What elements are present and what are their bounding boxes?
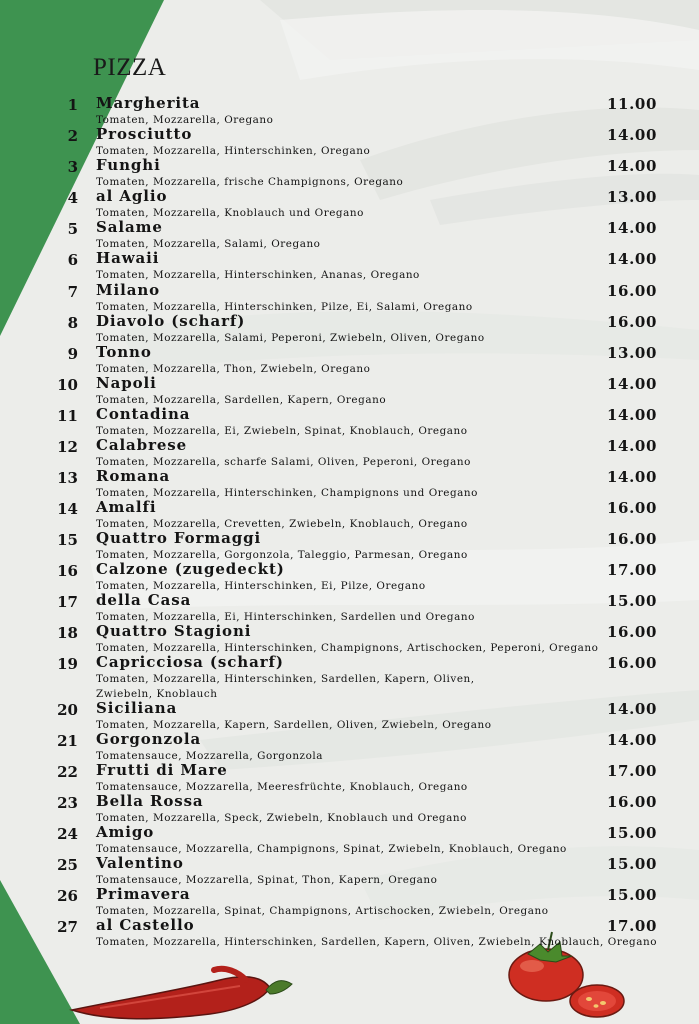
item-description: Tomaten, Mozzarella, Spinat, Champignons, Artischocken, Zwiebeln, Oregano xyxy=(96,905,549,917)
item-number: 11 xyxy=(57,407,78,425)
item-name: Tonno xyxy=(96,343,152,361)
item-number: 27 xyxy=(57,918,78,936)
item-number: 19 xyxy=(57,655,78,673)
item-number: 5 xyxy=(67,220,78,238)
item-name: Siciliana xyxy=(96,699,178,717)
menu-title: PIZZA xyxy=(93,54,167,81)
item-number: 4 xyxy=(67,189,78,207)
item-description: Tomatensauce, Mozzarella, Spinat, Thon, Kapern, Oregano xyxy=(96,874,438,886)
item-price: 16.00 xyxy=(607,313,657,331)
item-name: della Casa xyxy=(96,591,192,609)
item-number: 6 xyxy=(67,251,78,269)
item-name: Bella Rossa xyxy=(96,792,204,810)
item-description: Tomaten, Mozzarella, Speck, Zwiebeln, Knoblauch und Oregano xyxy=(96,812,467,824)
item-number: 2 xyxy=(67,127,78,145)
item-number: 16 xyxy=(57,562,78,580)
item-name: al Castello xyxy=(96,916,195,934)
item-description: Tomaten, Mozzarella, Sardellen, Kapern, Oregano xyxy=(96,394,387,406)
item-price: 15.00 xyxy=(607,855,657,873)
item-number: 23 xyxy=(57,794,78,812)
item-number: 15 xyxy=(57,531,78,549)
item-name: Amalfi xyxy=(96,498,157,516)
item-price: 11.00 xyxy=(607,95,657,113)
item-description: Tomaten, Mozzarella, Hinterschinken, Champignons, Artischocken, Peperoni, Oregano xyxy=(96,642,599,654)
item-name: Diavolo (scharf) xyxy=(96,312,246,330)
item-description: Tomaten, Mozzarella, frische Champignons, Oregano xyxy=(96,176,404,188)
item-number: 12 xyxy=(57,438,78,456)
item-price: 15.00 xyxy=(607,886,657,904)
item-price: 14.00 xyxy=(607,375,657,393)
item-name: Contadina xyxy=(96,405,191,423)
item-description: Tomaten, Mozzarella, Thon, Zwiebeln, Oregano xyxy=(96,363,371,375)
item-price: 16.00 xyxy=(607,282,657,300)
item-name: Prosciutto xyxy=(96,125,193,143)
item-number: 14 xyxy=(57,500,78,518)
item-description: Tomaten, Mozzarella, scharfe Salami, Oliven, Peperoni, Oregano xyxy=(96,456,471,468)
item-name: Napoli xyxy=(96,374,157,392)
item-number: 26 xyxy=(57,887,78,905)
item-price: 14.00 xyxy=(607,700,657,718)
item-number: 10 xyxy=(57,376,78,394)
item-number: 9 xyxy=(67,345,78,363)
item-name: Quattro Stagioni xyxy=(96,622,252,640)
item-price: 14.00 xyxy=(607,437,657,455)
item-price: 14.00 xyxy=(607,468,657,486)
item-description: Tomaten, Mozzarella, Salami, Peperoni, Zwiebeln, Oliven, Oregano xyxy=(96,332,485,344)
item-number: 3 xyxy=(67,158,78,176)
item-number: 18 xyxy=(57,624,78,642)
item-description: Tomaten, Mozzarella, Salami, Oregano xyxy=(96,238,321,250)
item-name: Frutti di Mare xyxy=(96,761,228,779)
item-description: Tomaten, Mozzarella, Kapern, Sardellen, Oliven, Zwiebeln, Oregano xyxy=(96,719,492,731)
item-price: 14.00 xyxy=(607,126,657,144)
item-price: 13.00 xyxy=(607,188,657,206)
item-number: 21 xyxy=(57,732,78,750)
item-price: 14.00 xyxy=(607,731,657,749)
item-number: 24 xyxy=(57,825,78,843)
item-description: Tomaten, Mozzarella, Hinterschinken, Champignons und Oregano xyxy=(96,487,478,499)
item-price: 16.00 xyxy=(607,793,657,811)
item-name: Primavera xyxy=(96,885,191,903)
item-number: 1 xyxy=(67,96,78,114)
item-price: 14.00 xyxy=(607,250,657,268)
item-name: Valentino xyxy=(96,854,184,872)
item-name: Gorgonzola xyxy=(96,730,202,748)
item-description: Tomaten, Mozzarella, Hinterschinken, Ananas, Oregano xyxy=(96,269,420,281)
item-price: 17.00 xyxy=(607,561,657,579)
item-number: 25 xyxy=(57,856,78,874)
item-description: Tomaten, Mozzarella, Oregano xyxy=(96,114,274,126)
item-name: Hawaii xyxy=(96,249,160,267)
item-price: 14.00 xyxy=(607,219,657,237)
item-price: 15.00 xyxy=(607,592,657,610)
item-price: 14.00 xyxy=(607,157,657,175)
item-price: 14.00 xyxy=(607,406,657,424)
item-description: Tomaten, Mozzarella, Hinterschinken, Pilze, Ei, Salami, Oregano xyxy=(96,301,473,313)
item-description: Tomaten, Mozzarella, Hinterschinken, Sardellen, Kapern, Oliven, Zwiebeln, Knoblauch xyxy=(96,673,475,700)
item-price: 17.00 xyxy=(607,917,657,935)
item-number: 8 xyxy=(67,314,78,332)
item-number: 20 xyxy=(57,701,78,719)
item-price: 15.00 xyxy=(607,824,657,842)
item-description: Tomaten, Mozzarella, Knoblauch und Oregano xyxy=(96,207,364,219)
item-name: Romana xyxy=(96,467,171,485)
item-name: Milano xyxy=(96,281,161,299)
item-name: Capricciosa (scharf) xyxy=(96,653,284,671)
item-price: 16.00 xyxy=(607,530,657,548)
item-number: 7 xyxy=(67,283,78,301)
item-number: 13 xyxy=(57,469,78,487)
item-description: Tomaten, Mozzarella, Hinterschinken, Oregano xyxy=(96,145,371,157)
item-price: 16.00 xyxy=(607,623,657,641)
item-name: Calzone (zugedeckt) xyxy=(96,560,285,578)
item-description: Tomaten, Mozzarella, Ei, Zwiebeln, Spinat, Knoblauch, Oregano xyxy=(96,425,468,437)
item-description: Tomaten, Mozzarella, Hinterschinken, Ei, Pilze, Oregano xyxy=(96,580,426,592)
item-price: 16.00 xyxy=(607,654,657,672)
item-description: Tomaten, Mozzarella, Ei, Hinterschinken, Sardellen und Oregano xyxy=(96,611,475,623)
item-name: Salame xyxy=(96,218,163,236)
item-price: 13.00 xyxy=(607,344,657,362)
item-name: Funghi xyxy=(96,156,161,174)
item-name: Quattro Formaggi xyxy=(96,529,262,547)
item-name: Amigo xyxy=(96,823,155,841)
item-number: 17 xyxy=(57,593,78,611)
item-description: Tomaten, Mozzarella, Gorgonzola, Taleggio, Parmesan, Oregano xyxy=(96,549,468,561)
item-number: 22 xyxy=(57,763,78,781)
item-price: 16.00 xyxy=(607,499,657,517)
item-price: 17.00 xyxy=(607,762,657,780)
item-description: Tomatensauce, Mozzarella, Champignons, Spinat, Zwiebeln, Knoblauch, Oregano xyxy=(96,843,567,855)
item-name: al Aglio xyxy=(96,187,168,205)
item-description: Tomaten, Mozzarella, Crevetten, Zwiebeln, Knoblauch, Oregano xyxy=(96,518,468,530)
item-name: Calabrese xyxy=(96,436,188,454)
item-description: Tomatensauce, Mozzarella, Gorgonzola xyxy=(96,750,324,762)
item-description: Tomatensauce, Mozzarella, Meeresfrüchte, Knoblauch, Oregano xyxy=(96,781,468,793)
item-name: Margherita xyxy=(96,94,201,112)
item-description: Tomaten, Mozzarella, Hinterschinken, Sardellen, Kapern, Oliven, Zwiebeln, Knoblauch, Oregano xyxy=(96,936,658,948)
